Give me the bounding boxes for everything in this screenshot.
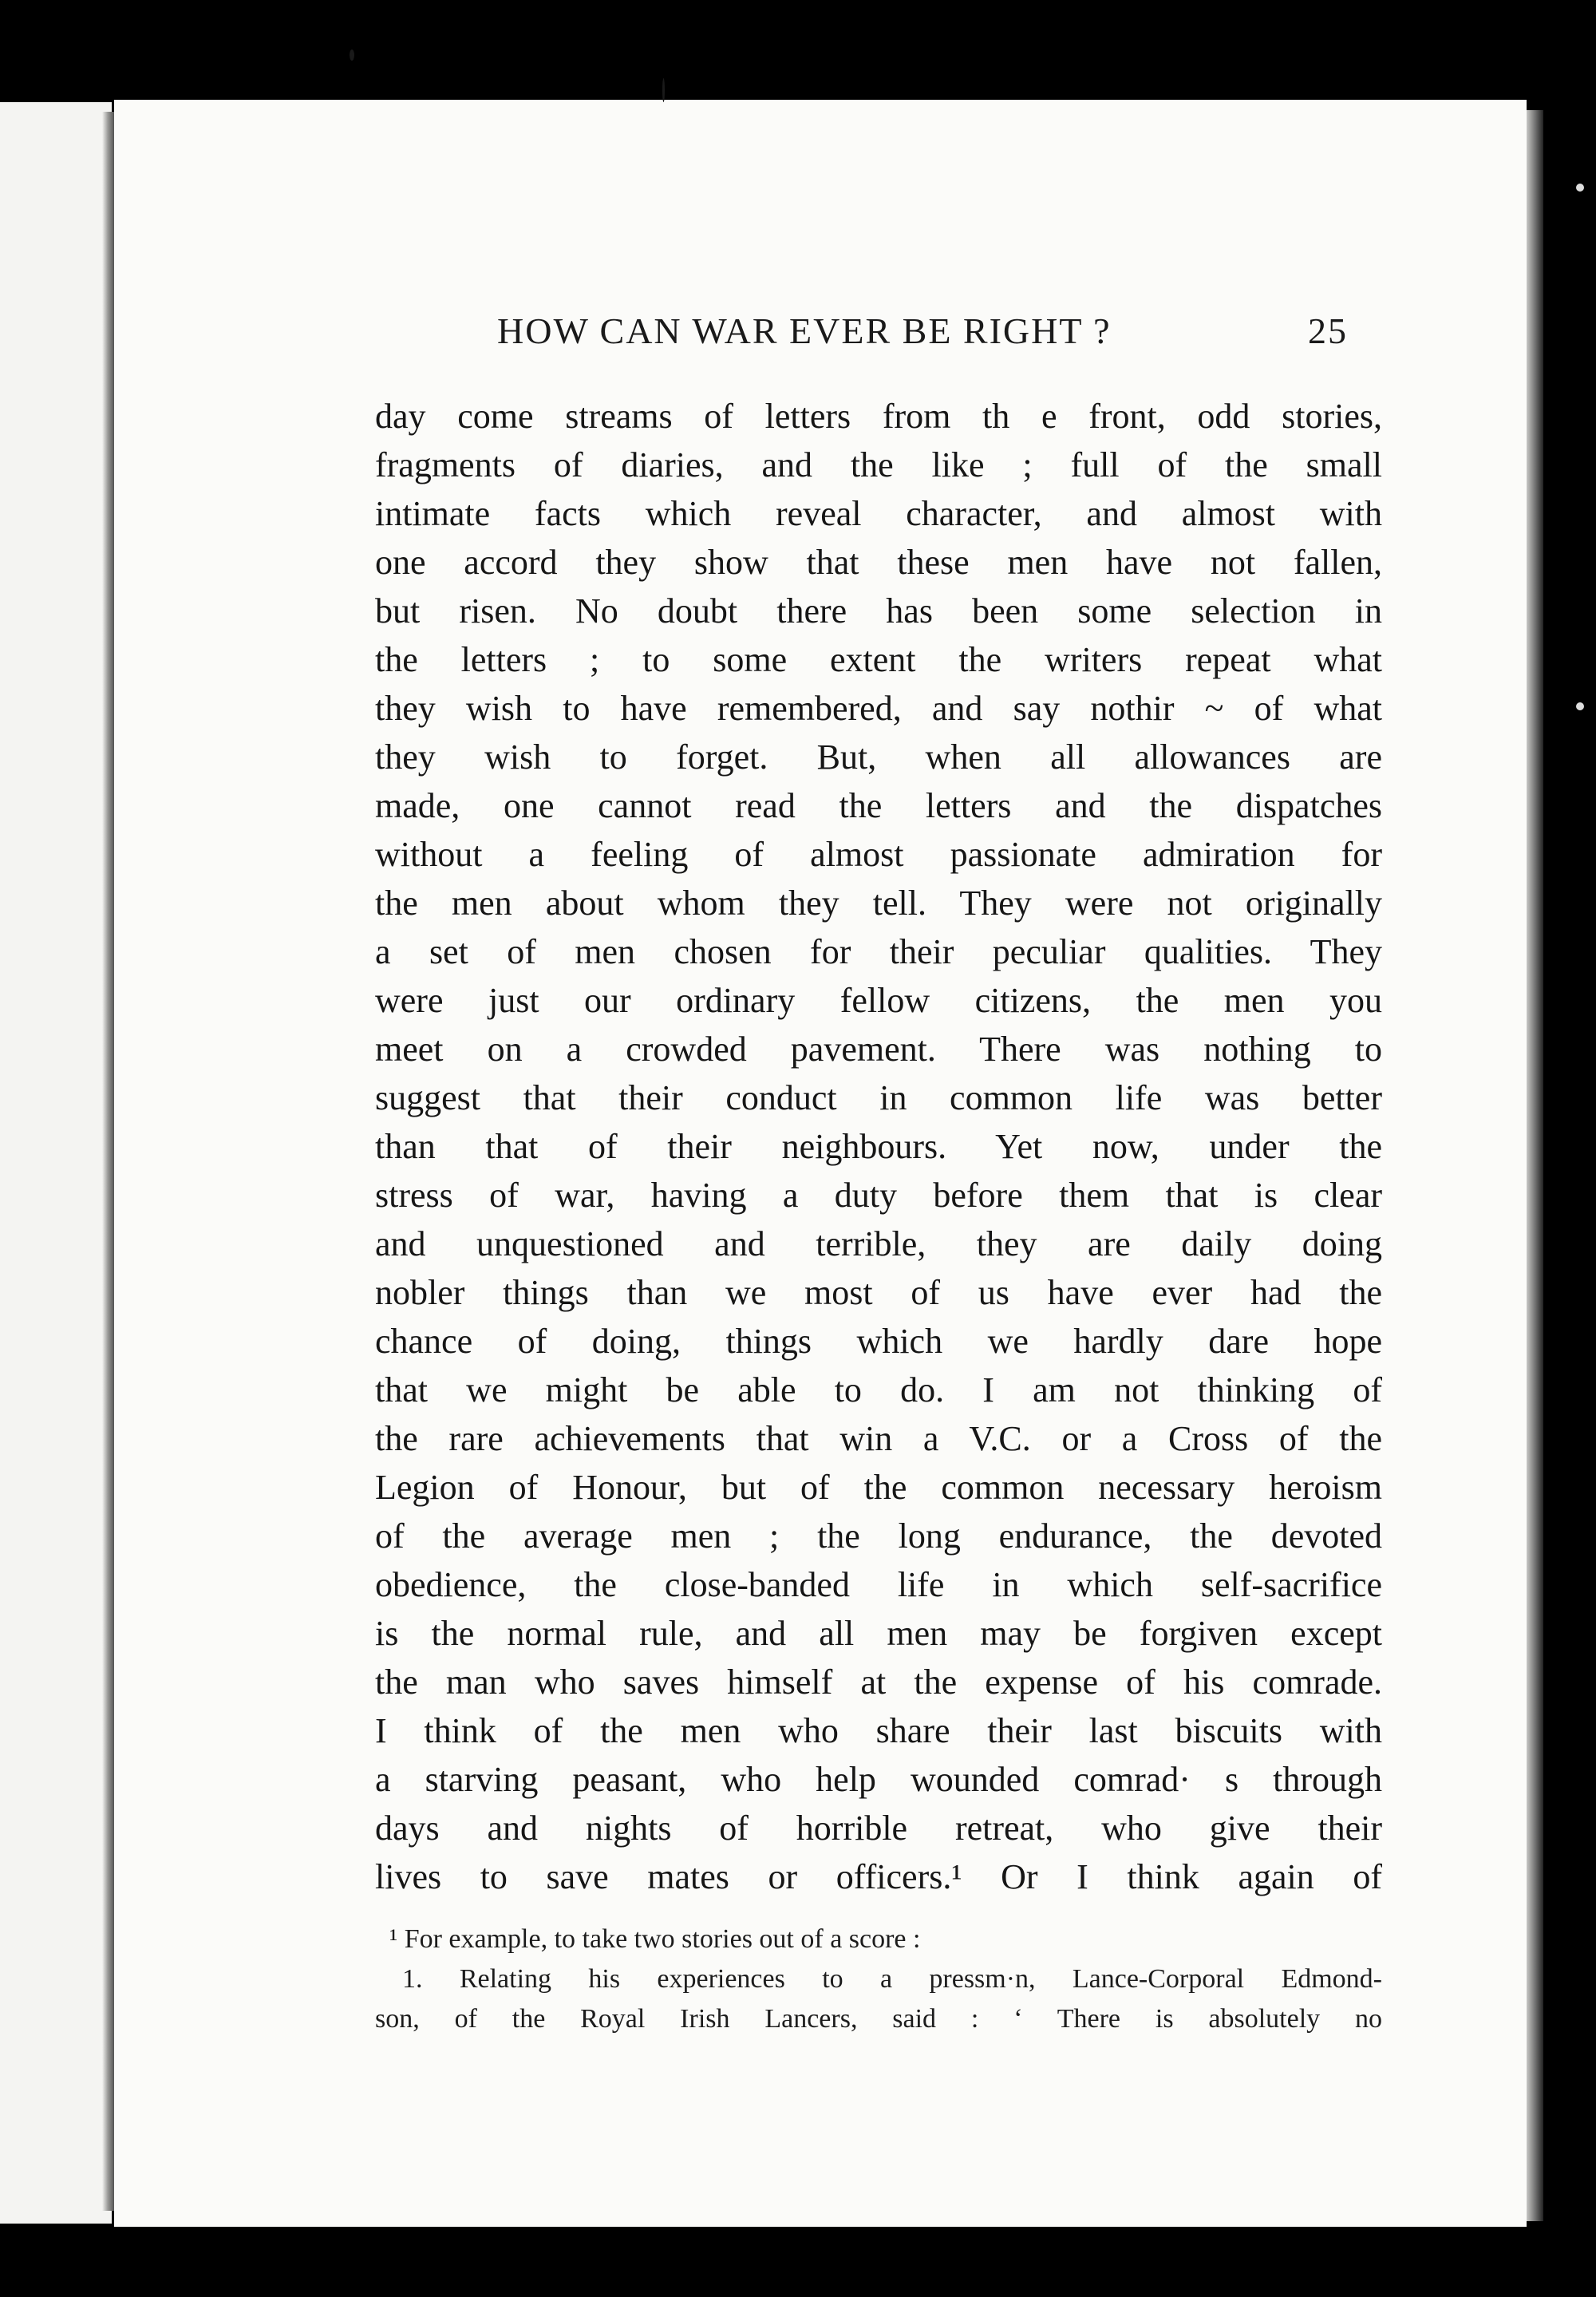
text-line: days and nights of horrible retreat, who give their (375, 1809, 1382, 1848)
text-line: day come streams of letters from th e front, odd stories, (375, 397, 1382, 436)
text-line: suggest that their conduct in common life was better (375, 1078, 1382, 1117)
text-line: made, one cannot read the letters and the dispatches (375, 786, 1382, 825)
text-line: chance of doing, things which we hardly dare hope (375, 1322, 1382, 1361)
text-line: a set of men chosen for their peculiar qualities. They (375, 932, 1382, 971)
text-line: the man who saves himself at the expense of his comrade. (375, 1662, 1382, 1702)
text-line: than that of their neighbours. Yet now, under the (375, 1127, 1382, 1166)
text-line: the rare achievements that win a V.C. or a Cross of the (375, 1419, 1382, 1458)
footnote-line: 1. Relating his experiences to a pressm·n, Lance-Corporal Edmond- (402, 1964, 1382, 1994)
text-line: and unquestioned and terrible, they are daily doing (375, 1224, 1382, 1263)
scan-speck (662, 78, 665, 102)
book-page (114, 100, 1527, 2227)
text-line: that we might be able to do. I am not thinking of (375, 1370, 1382, 1409)
page-edge-shadow (1526, 110, 1543, 2221)
scan-speck (1576, 702, 1584, 710)
text-line: fragments of diaries, and the like ; full of the small (375, 445, 1382, 484)
running-head: HOW CAN WAR EVER BE RIGHT ? (497, 310, 1112, 351)
footnote-line: son, of the Royal Irish Lancers, said : ‘ There is absolutely no (375, 2004, 1382, 2034)
text-line: they wish to forget. But, when all allowances are (375, 737, 1382, 777)
text-line: of the average men ; the long endurance, the devoted (375, 1516, 1382, 1556)
scan-speck (350, 49, 354, 61)
text-line: I think of the men who share their last biscuits with (375, 1711, 1382, 1750)
text-line: is the normal rule, and all men may be forgiven except (375, 1614, 1382, 1653)
text-line: Legion of Honour, but of the common necessary heroism (375, 1468, 1382, 1507)
page-number: 25 (1308, 310, 1348, 351)
text-line: a starving peasant, who help wounded comrad· s through (375, 1760, 1382, 1799)
text-line: without a feeling of almost passionate admiration for (375, 835, 1382, 874)
text-line: the men about whom they tell. They were not originally (375, 884, 1382, 923)
text-line: were just our ordinary fellow citizens, the men you (375, 981, 1382, 1020)
text-line: intimate facts which reveal character, and almost with (375, 494, 1382, 533)
text-line: stress of war, having a duty before them that is clear (375, 1176, 1382, 1215)
footnote-line: ¹ For example, to take two stories out of a score : (389, 1924, 921, 1954)
facing-page-edge (0, 102, 112, 2224)
text-line: they wish to have remembered, and say nothir ~ of what (375, 689, 1382, 728)
text-line: meet on a crowded pavement. There was nothing to (375, 1030, 1382, 1069)
text-line: obedience, the close-banded life in which self-sacrifice (375, 1565, 1382, 1604)
text-line: one accord they show that these men have not fallen, (375, 543, 1382, 582)
text-line: lives to save mates or officers.¹ Or I think again of (375, 1857, 1382, 1896)
text-line: nobler things than we most of us have ever had the (375, 1273, 1382, 1312)
text-line: the letters ; to some extent the writers repeat what (375, 640, 1382, 679)
scan-speck (1576, 184, 1584, 192)
text-line: but risen. No doubt there has been some selection in (375, 591, 1382, 631)
